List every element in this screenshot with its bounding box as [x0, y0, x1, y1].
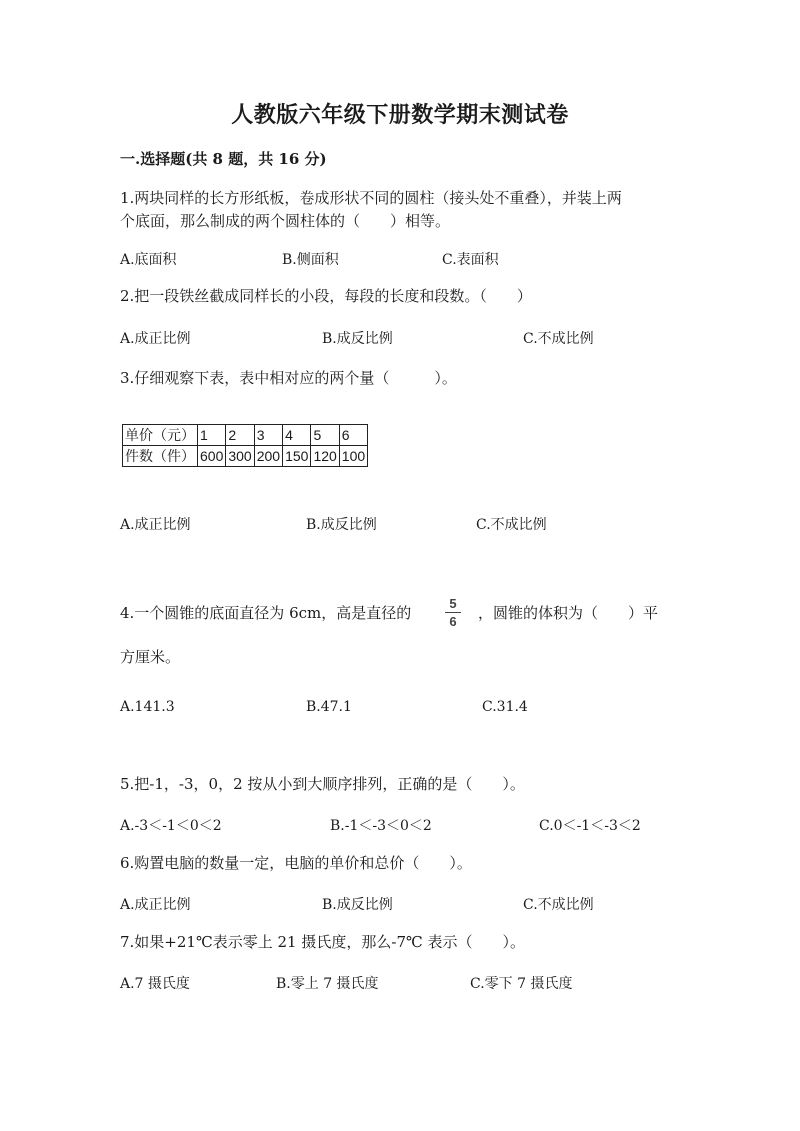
table-cell: 件数（件）	[123, 446, 198, 467]
fraction-bar	[445, 612, 461, 613]
q7-option-a[interactable]: A.7 摄氏度	[120, 976, 190, 992]
q2-option-a[interactable]: A.成正比例	[120, 331, 191, 347]
table-cell: 600	[198, 446, 226, 467]
question-1-line-2: 个底面，那么制成的两个圆柱体的（ ）相等。	[120, 212, 451, 230]
table-cell: 2	[226, 425, 254, 446]
q4-option-c[interactable]: C.31.4	[482, 699, 528, 715]
q1-option-a[interactable]: A.底面积	[120, 252, 177, 268]
q4-option-b[interactable]: B.47.1	[306, 699, 352, 715]
q6-option-a[interactable]: A.成正比例	[120, 897, 191, 913]
table-cell: 1	[198, 425, 226, 446]
fraction-numerator: 5	[449, 596, 457, 611]
page-title: 人教版六年级下册数学期末测试卷	[231, 102, 569, 128]
question-4-text-start: 4.一个圆锥的底面直径为 6cm，高是直径的	[120, 604, 412, 622]
question-4-text-end: ，圆锥的体积为（ ）平	[478, 604, 659, 622]
table-cell: 120	[311, 446, 339, 467]
table-cell: 6	[339, 425, 367, 446]
table-row	[123, 446, 368, 467]
table-cell: 100	[339, 446, 367, 467]
q6-option-c[interactable]: C.不成比例	[523, 897, 594, 913]
table-cell: 3	[254, 425, 282, 446]
table-cell: 300	[226, 446, 254, 467]
question-5-text: 5.把-1，-3，0，2 按从小到大顺序排列，正确的是（ ）。	[120, 775, 525, 793]
table-row	[123, 425, 368, 446]
q3-option-a[interactable]: A.成正比例	[120, 517, 191, 533]
question-1-line-1: 1.两块同样的长方形纸板，卷成形状不同的圆柱（接头处不重叠），并装上两	[120, 189, 622, 207]
q5-option-b[interactable]: B.-1＜-3＜0＜2	[330, 818, 432, 834]
table-cell: 单价（元）	[123, 425, 198, 446]
q3-option-b[interactable]: B.成反比例	[306, 517, 377, 533]
table-cell: 150	[283, 446, 311, 467]
question-7-text: 7.如果+21℃表示零上 21 摄氏度，那么-7℃ 表示（ ）。	[120, 933, 526, 951]
q2-option-c[interactable]: C.不成比例	[523, 331, 594, 347]
fraction-denominator: 6	[449, 614, 457, 629]
q1-option-c[interactable]: C.表面积	[442, 252, 499, 268]
q3-option-c[interactable]: C.不成比例	[476, 517, 547, 533]
q5-option-a[interactable]: A.-3＜-1＜0＜2	[120, 818, 222, 834]
question-6-text: 6.购置电脑的数量一定，电脑的单价和总价（ ）。	[120, 854, 472, 872]
q7-option-c[interactable]: C.零下 7 摄氏度	[470, 976, 573, 992]
table-cell: 5	[311, 425, 339, 446]
section-heading: 一.选择题(共 8 题，共 16 分)	[120, 150, 327, 168]
question-3-text: 3.仔细观察下表，表中相对应的两个量（ ）。	[120, 369, 457, 387]
question-4-line-2: 方厘米。	[120, 648, 181, 666]
table-cell: 4	[283, 425, 311, 446]
q4-option-a[interactable]: A.141.3	[120, 699, 175, 715]
q5-option-c[interactable]: C.0＜-1＜-3＜2	[539, 818, 641, 834]
q6-option-b[interactable]: B.成反比例	[322, 897, 393, 913]
question-2-text: 2.把一段铁丝截成同样长的小段，每段的长度和段数。（ ）	[120, 287, 532, 305]
fraction-five-sixths	[445, 596, 461, 629]
q7-option-b[interactable]: B.零上 7 摄氏度	[276, 976, 379, 992]
q1-option-b[interactable]: B.侧面积	[282, 252, 339, 268]
price-quantity-table	[122, 424, 368, 467]
table-cell: 200	[254, 446, 282, 467]
q2-option-b[interactable]: B.成反比例	[322, 331, 393, 347]
